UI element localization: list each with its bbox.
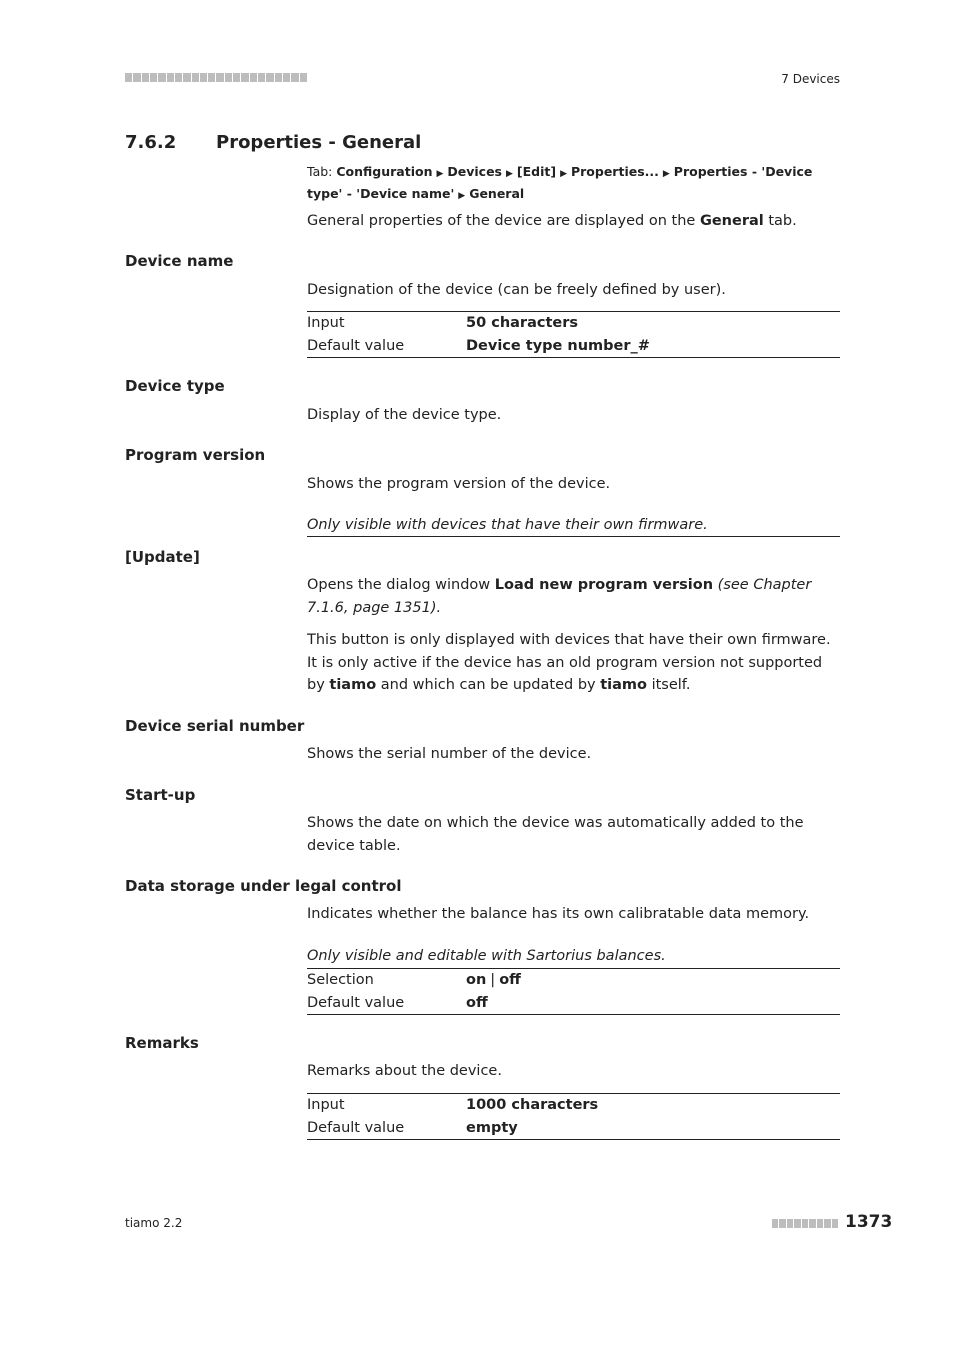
program-version-desc: Shows the program version of the device. bbox=[307, 476, 611, 492]
term-device-type: Device type bbox=[125, 377, 225, 395]
footer-product: tiamo 2.2 bbox=[125, 1216, 183, 1230]
tab-path-item: [Edit] bbox=[516, 164, 557, 179]
footer-decoration bbox=[772, 1219, 838, 1228]
table-key: Default value bbox=[307, 337, 405, 354]
arrow-icon: ▶ bbox=[560, 169, 567, 179]
term-device-name: Device name bbox=[125, 252, 234, 270]
update-note-e: itself. bbox=[651, 677, 691, 693]
device-name-desc: Designation of the device (can be freely defined by user). bbox=[307, 282, 726, 298]
arrow-icon: ▶ bbox=[662, 169, 670, 179]
table-key: Input bbox=[307, 1097, 345, 1113]
table-key: Default value bbox=[307, 1119, 405, 1136]
table-key: Selection bbox=[307, 972, 374, 988]
tab-path-item: General bbox=[469, 186, 525, 201]
update-note bbox=[307, 629, 840, 697]
term-startup: Start-up bbox=[125, 786, 196, 804]
tab-path-item: Devices bbox=[447, 164, 502, 179]
tab-path bbox=[307, 162, 840, 206]
update-desc-pre: Opens the dialog window bbox=[307, 577, 491, 593]
section-number: 7.6.2 bbox=[125, 132, 177, 153]
table-row bbox=[307, 335, 840, 358]
arrow-icon: ▶ bbox=[436, 169, 444, 179]
selection-separator: | bbox=[490, 972, 496, 988]
table-key: Default value bbox=[307, 994, 405, 1011]
update-note-b: tiamo bbox=[329, 677, 377, 693]
intro-text bbox=[307, 210, 840, 233]
term-remarks: Remarks bbox=[125, 1034, 199, 1052]
tab-path-item: Properties... bbox=[570, 164, 659, 179]
tab-path-prefix: Tab: bbox=[307, 164, 333, 179]
data-storage-table bbox=[307, 968, 840, 1015]
table-row bbox=[307, 992, 840, 1015]
arrow-icon: ▶ bbox=[458, 191, 466, 201]
table-row bbox=[307, 1117, 840, 1140]
table-value: off bbox=[466, 994, 488, 1011]
selection-on: on bbox=[466, 972, 487, 988]
table-value bbox=[466, 969, 521, 992]
update-note-a: This button is only displayed with devices that have their own firmware. It is only active if the device has an old program version not supported by bbox=[307, 632, 831, 693]
header-decoration bbox=[125, 73, 307, 82]
update-desc-ref: (see Chapter 7.1.6, page 1351). bbox=[307, 577, 812, 616]
table-value: 50 characters bbox=[466, 315, 579, 331]
update-note-c: and which can be updated by bbox=[380, 677, 596, 693]
table-row bbox=[307, 1094, 840, 1117]
chapter-header: 7 Devices bbox=[781, 72, 840, 86]
remarks-desc: Remarks about the device. bbox=[307, 1063, 502, 1079]
intro-post: tab. bbox=[768, 213, 797, 229]
program-version-note: Only visible with devices that have their own firmware. bbox=[307, 514, 840, 537]
tab-path-item: Properties - 'Device type' - 'Device name' bbox=[307, 164, 813, 201]
intro-pre: General properties of the device are displayed on the bbox=[307, 213, 696, 229]
device-type-desc: Display of the device type. bbox=[307, 407, 502, 423]
update-note-d: tiamo bbox=[600, 677, 647, 693]
page-number: 1373 bbox=[845, 1212, 893, 1232]
term-program-version: Program version bbox=[125, 446, 266, 464]
data-storage-desc: Indicates whether the balance has its own calibratable data memory. bbox=[307, 906, 810, 922]
update-desc bbox=[307, 574, 840, 619]
term-data-storage: Data storage under legal control bbox=[125, 877, 402, 895]
section-title: Properties - General bbox=[216, 132, 422, 153]
selection-off: off bbox=[499, 972, 521, 988]
table-row bbox=[307, 312, 840, 335]
table-value: 1000 characters bbox=[466, 1097, 599, 1113]
table-key: Input bbox=[307, 315, 345, 331]
update-desc-bold: Load new program version bbox=[494, 577, 714, 593]
intro-bold: General bbox=[699, 213, 764, 229]
table-row bbox=[307, 969, 840, 992]
serial-desc: Shows the serial number of the device. bbox=[307, 746, 592, 762]
device-name-table bbox=[307, 311, 840, 358]
table-value: Device type number_# bbox=[466, 337, 650, 354]
tab-path-item: Configuration bbox=[336, 164, 433, 179]
startup-desc: Shows the date on which the device was automatically added to the device table. bbox=[307, 815, 804, 854]
term-update: [Update] bbox=[125, 548, 200, 566]
arrow-icon: ▶ bbox=[505, 169, 513, 179]
term-serial: Device serial number bbox=[125, 717, 305, 735]
table-value: empty bbox=[466, 1119, 518, 1136]
data-storage-note: Only visible and editable with Sartorius balances. bbox=[307, 948, 666, 964]
remarks-table bbox=[307, 1093, 840, 1140]
